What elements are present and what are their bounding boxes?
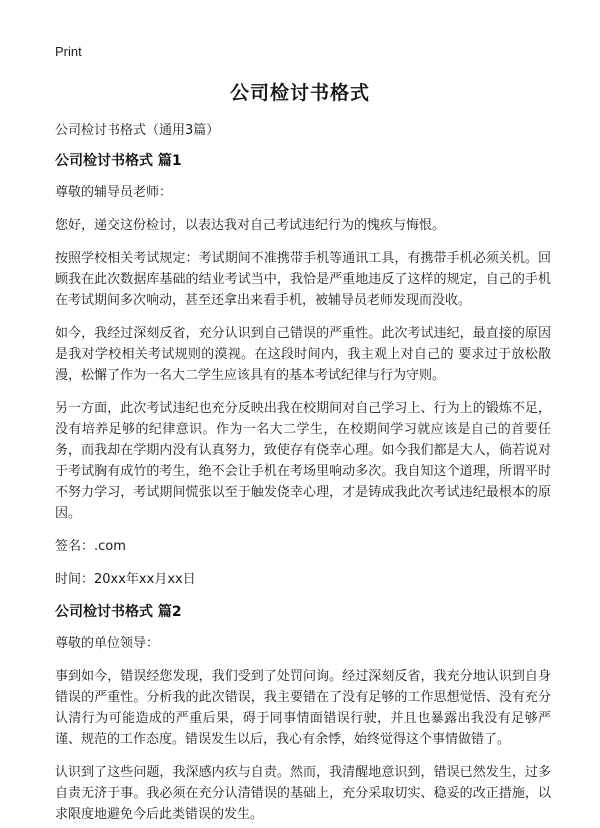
- paragraph: 另一方面，此次考试违纪也充分反映出我在校期间对自己学习上、行为上的锻炼不足，没有培养足够的纪律意识。作为一名大二学生，在校期间学习就应该是自己的首要任务，而我却在学期内没有认真努力，致使存有侥幸心理。如今我们都是大人，倘若说对于考试胸有成竹的考生，绝不会让手机在考场里响动多次。我自知这个道理，所谓平时不努力学习，考试期间慌张以至于触发侥幸心理，才是铸成我此次考试违纪最根本的原因。: [55, 401, 551, 521]
- document-subtitle: 公司检讨书格式（通用3篇）: [55, 123, 220, 138]
- section-heading: 公司检讨书格式 篇2: [55, 604, 182, 620]
- section-heading: 公司检讨书格式 篇1: [55, 153, 182, 169]
- salutation: 尊敬的单位领导：: [55, 636, 160, 651]
- salutation: 尊敬的辅导员老师：: [55, 185, 173, 200]
- date-line: 时间：20xx年xx月xx日: [55, 572, 196, 587]
- signature-line: 签名：.com: [55, 539, 126, 554]
- paragraph: 认识到了这些问题，我深感内疚与自责。然而，我清醒地意识到，错误已然发生，过多自责无济于事。我必须在充分认清错误的基础上，充分采取切实、稳妥的改正措施，以求限度地避免今后此类错误的发生。: [55, 765, 551, 822]
- paragraph: 您好，递交这份检讨，以表达我对自己考试违纪行为的愧疚与悔恨。: [55, 218, 446, 233]
- paragraph: 如今，我经过深刻反省，充分认识到自己错误的严重性。此次考试违纪，最直接的原因是我对学校相关考试规则的漠视。在这段时间内，我主观上对自己的 要求过于放松散漫，松懈了作为一名大二学生应该具有的基本考试纪律与行为守则。: [55, 326, 551, 383]
- paragraph: 事到如今，错误经您发现，我们受到了处罚问询。经过深刻反省，我充分地认识到自身错误的严重性。分析我的此次错误，我主要错在了没有足够的工作思想觉悟、没有充分认清行为可能造成的严重后果，碍于同事情面错误行驶，并且也暴露出我没有足够严谨、规范的工作态度。错误发生以后，我心有余悸，始终觉得这个事情做错了。: [55, 669, 551, 747]
- paragraph: 按照学校相关考试规定：考试期间不准携带手机等通讯工具，有携带手机必须关机。回顾我在此次数据库基础的结业考试当中，我恰是严重地违反了这样的规定，自己的手机在考试期间多次响动，甚至还拿出来看手机，被辅导员老师发现而没收。: [55, 251, 551, 308]
- document-body: [55, 120, 551, 828]
- print-label: Print: [55, 44, 82, 59]
- document-title: 公司检讨书格式: [229, 82, 370, 104]
